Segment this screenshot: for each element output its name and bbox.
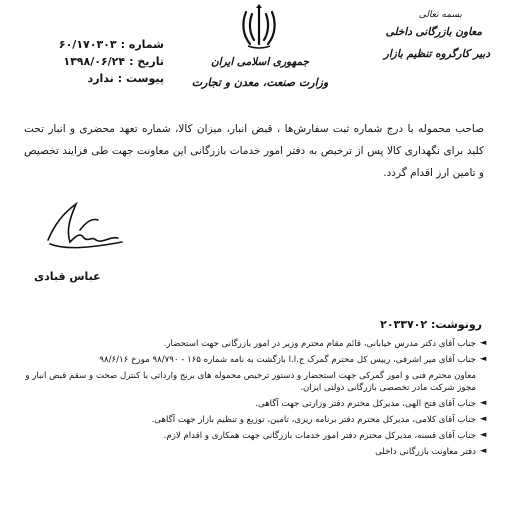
cc-item-text: جناب آقای فتح الهی، مدیرکل محترم دفتر وزارتی جهت آگاهی. [255,399,476,409]
arrow-left-icon: ◄ [479,354,487,364]
cc-title: رونوشت: ۲۰۳۳۷۰۲ [380,318,482,331]
ministry-name: وزارت صنعت، معدن و تجارت [191,76,329,89]
arrow-left-icon: ◄ [479,430,487,440]
list-item [20,446,490,458]
iran-emblem-icon [240,4,278,52]
signer-name: عباس قبادی [34,270,101,283]
list-item [20,354,490,366]
date-row [4,55,164,68]
attachment-label: پیوست : [117,72,164,85]
number-label: شماره : [120,38,164,51]
basmala: بسمه تعالی [418,10,462,20]
arrow-left-icon: ◄ [479,414,487,424]
secretary-title: دبیر کارگروه تنظیم بازار [383,48,490,60]
number-row [4,38,164,51]
letter-number: ۶۰/۱۷۰۳۰۳ [58,38,117,51]
list-item [20,430,490,442]
arrow-left-icon: ◄ [479,446,487,456]
deputy-title: معاون بازرگانی داخلی [385,26,482,38]
header-right-block [340,10,490,60]
cc-list [20,338,490,462]
letter-meta [4,38,164,89]
attachment-value: ندارد [87,72,114,85]
letter-date: ۱۳۹۸/۰۶/۲۴ [63,55,126,68]
cc-item-text: جناب آقای کلامی، مدیرکل محترم دفتر برنامه ریزی، تامین، توزیع و تنظیم بازار جهت آگاهی. [151,415,476,425]
cc-item-text: جناب آقای قسنه، مدیرکل محترم دفتر امور خدمات بازرگانی جهت همکاری و اقدام لازم. [163,431,476,441]
list-item [20,398,490,410]
list-item [20,338,490,350]
list-item [20,370,490,394]
cc-item-text: جناب آقای دکتر مدرس خیابانی، قائم مقام محترم وزیر در امور بازرگانی جهت استحضار. [163,339,476,349]
republic-name: جمهوری اسلامی ایران [210,56,310,68]
signature-scribble [40,196,128,256]
arrow-left-icon: ◄ [479,398,487,408]
cc-item-text: معاون محترم فنی و امور گمرکی جهت استحضار و دستور ترخیص محموله های برنج وارداتی با کنترل صحت و سقم قبض انبار و مجوز شرکت مادر تخصصی بازرگانی دولتی ایران. [25,371,476,393]
attachment-row [4,72,164,85]
date-label: تاریخ : [129,55,164,68]
cc-item-text: جناب آقای میر اشرفی، رییس کل محترم گمرک ج.ا.ا بازگشت به نامه شماره ۱۶۵ - ۹۸/۷۹۰ مورخ ۹۸/۶/۱۶ [99,355,476,365]
ministry-block [170,56,350,89]
list-item [20,414,490,426]
arrow-left-icon: ◄ [479,338,487,348]
body-paragraph: صاحب محموله با درج شماره ثبت سفارش‌ها ، قبض انبار، میزان کالا، شماره تعهد محضری و انبار تحت کلید برای نگهداری کالا پس از ترخیص به دفتر امور خدمات بازرگانی این معاونت جهت طی فرایند تخصیص و تامین ارز اقدام گردد. [24,123,484,179]
cc-item-text: دفتر معاونت بازرگانی داخلی [375,447,476,457]
